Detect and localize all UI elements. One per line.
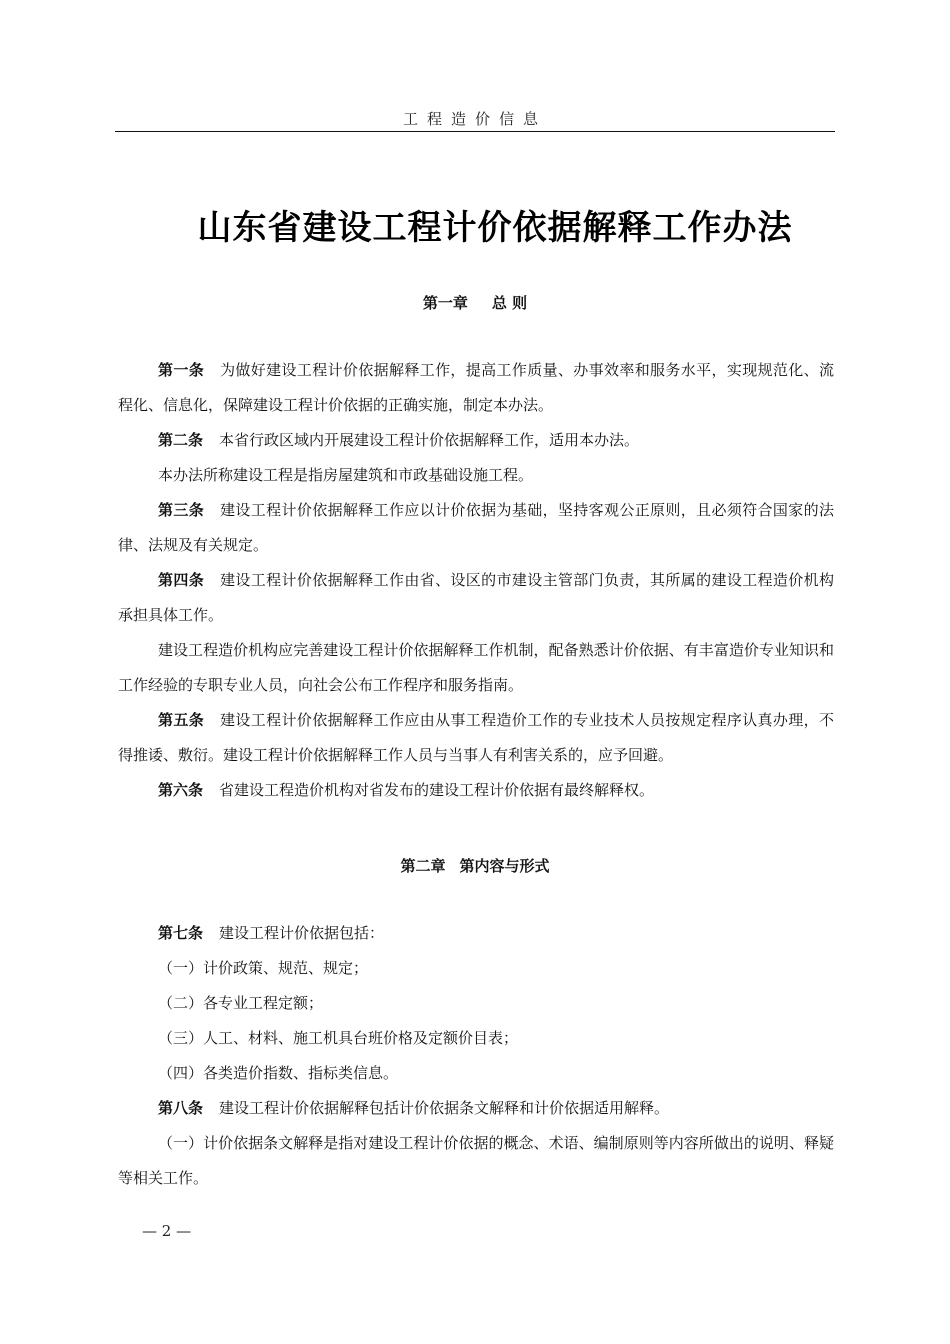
list-item-text: （一）计价依据条文解释是指对建设工程计价依据的概念、术语、编制原则等内容所做出的说明、释疑等相关工作。	[118, 1134, 834, 1187]
article-text: 建设工程计价依据解释工作由省、设区的市建设主管部门负责，其所属的建设工程造价机构承担具体工作。	[118, 571, 834, 624]
article-label: 第七条	[158, 924, 204, 942]
article-6	[118, 773, 834, 808]
chapter-1-body	[118, 353, 834, 808]
article-label: 第一条	[158, 361, 205, 379]
article-text: 建设工程计价依据解释工作应以计价依据为基础，坚持客观公正原则，且必须符合国家的法律、法规及有关规定。	[118, 501, 834, 554]
chapter-2-name: 第内容与形式	[459, 857, 550, 875]
running-header: 工程造价信息	[402, 110, 547, 128]
article-text: 建设工程计价依据包括：	[219, 924, 385, 942]
article-text: 为做好建设工程计价依据解释工作，提高工作质量、办事效率和服务水平，实现规范化、流程化、信息化，保障建设工程计价依据的正确实施，制定本办法。	[118, 361, 834, 414]
list-item	[118, 1056, 834, 1091]
paragraph-text: 建设工程造价机构应完善建设工程计价依据解释工作机制，配备熟悉计价依据、有丰富造价专业知识和工作经验的专职专业人员，向社会公布工作程序和服务指南。	[118, 641, 834, 694]
article-2	[118, 423, 834, 458]
article-5	[118, 703, 834, 773]
article-8	[118, 1091, 834, 1126]
article-3	[118, 493, 834, 563]
list-item-text: （一）计价政策、规范、规定；	[158, 959, 369, 977]
article-text: 建设工程计价依据解释包括计价依据条文解释和计价依据适用解释。	[219, 1099, 670, 1117]
article-label: 第三条	[158, 501, 205, 519]
chapter-2-number: 第二章	[400, 857, 446, 875]
chapter-1-number: 第一章	[422, 294, 468, 312]
article-1	[118, 353, 834, 423]
chapter-1-name: 总 则	[491, 294, 528, 312]
article-4	[118, 563, 834, 633]
paragraph	[118, 633, 834, 703]
page-number: — 2 —	[142, 1222, 192, 1240]
article-label: 第六条	[158, 781, 204, 799]
list-item	[118, 951, 834, 986]
article-label: 第八条	[158, 1099, 204, 1117]
article-text: 省建设工程造价机构对省发布的建设工程计价依据有最终解释权。	[219, 781, 655, 799]
list-item-text: （二）各专业工程定额；	[158, 994, 324, 1012]
article-text: 本省行政区域内开展建设工程计价依据解释工作，适用本办法。	[219, 431, 640, 449]
list-item	[118, 986, 834, 1021]
paragraph	[118, 458, 834, 493]
list-item-text: （三）人工、材料、施工机具台班价格及定额价目表；	[158, 1029, 519, 1047]
chapter-1-heading	[115, 292, 835, 313]
list-item	[118, 1021, 834, 1056]
article-label: 第五条	[158, 711, 205, 729]
document-title: 山东省建设工程计价依据解释工作办法	[197, 208, 793, 248]
article-label: 第二条	[158, 431, 204, 449]
header-rule	[115, 131, 835, 132]
article-7	[118, 916, 834, 951]
chapter-2-body	[118, 916, 834, 1196]
list-item-text: （四）各类造价指数、指标类信息。	[158, 1064, 399, 1082]
paragraph-text: 本办法所称建设工程是指房屋建筑和市政基础设施工程。	[158, 466, 534, 484]
article-text: 建设工程计价依据解释工作应由从事工程造价工作的专业技术人员按规定程序认真办理，不得推诿、敷衍。建设工程计价依据解释工作人员与当事人有利害关系的，应予回避。	[118, 711, 834, 764]
list-item	[118, 1126, 834, 1196]
chapter-2-heading	[115, 855, 835, 876]
article-label: 第四条	[158, 571, 205, 589]
